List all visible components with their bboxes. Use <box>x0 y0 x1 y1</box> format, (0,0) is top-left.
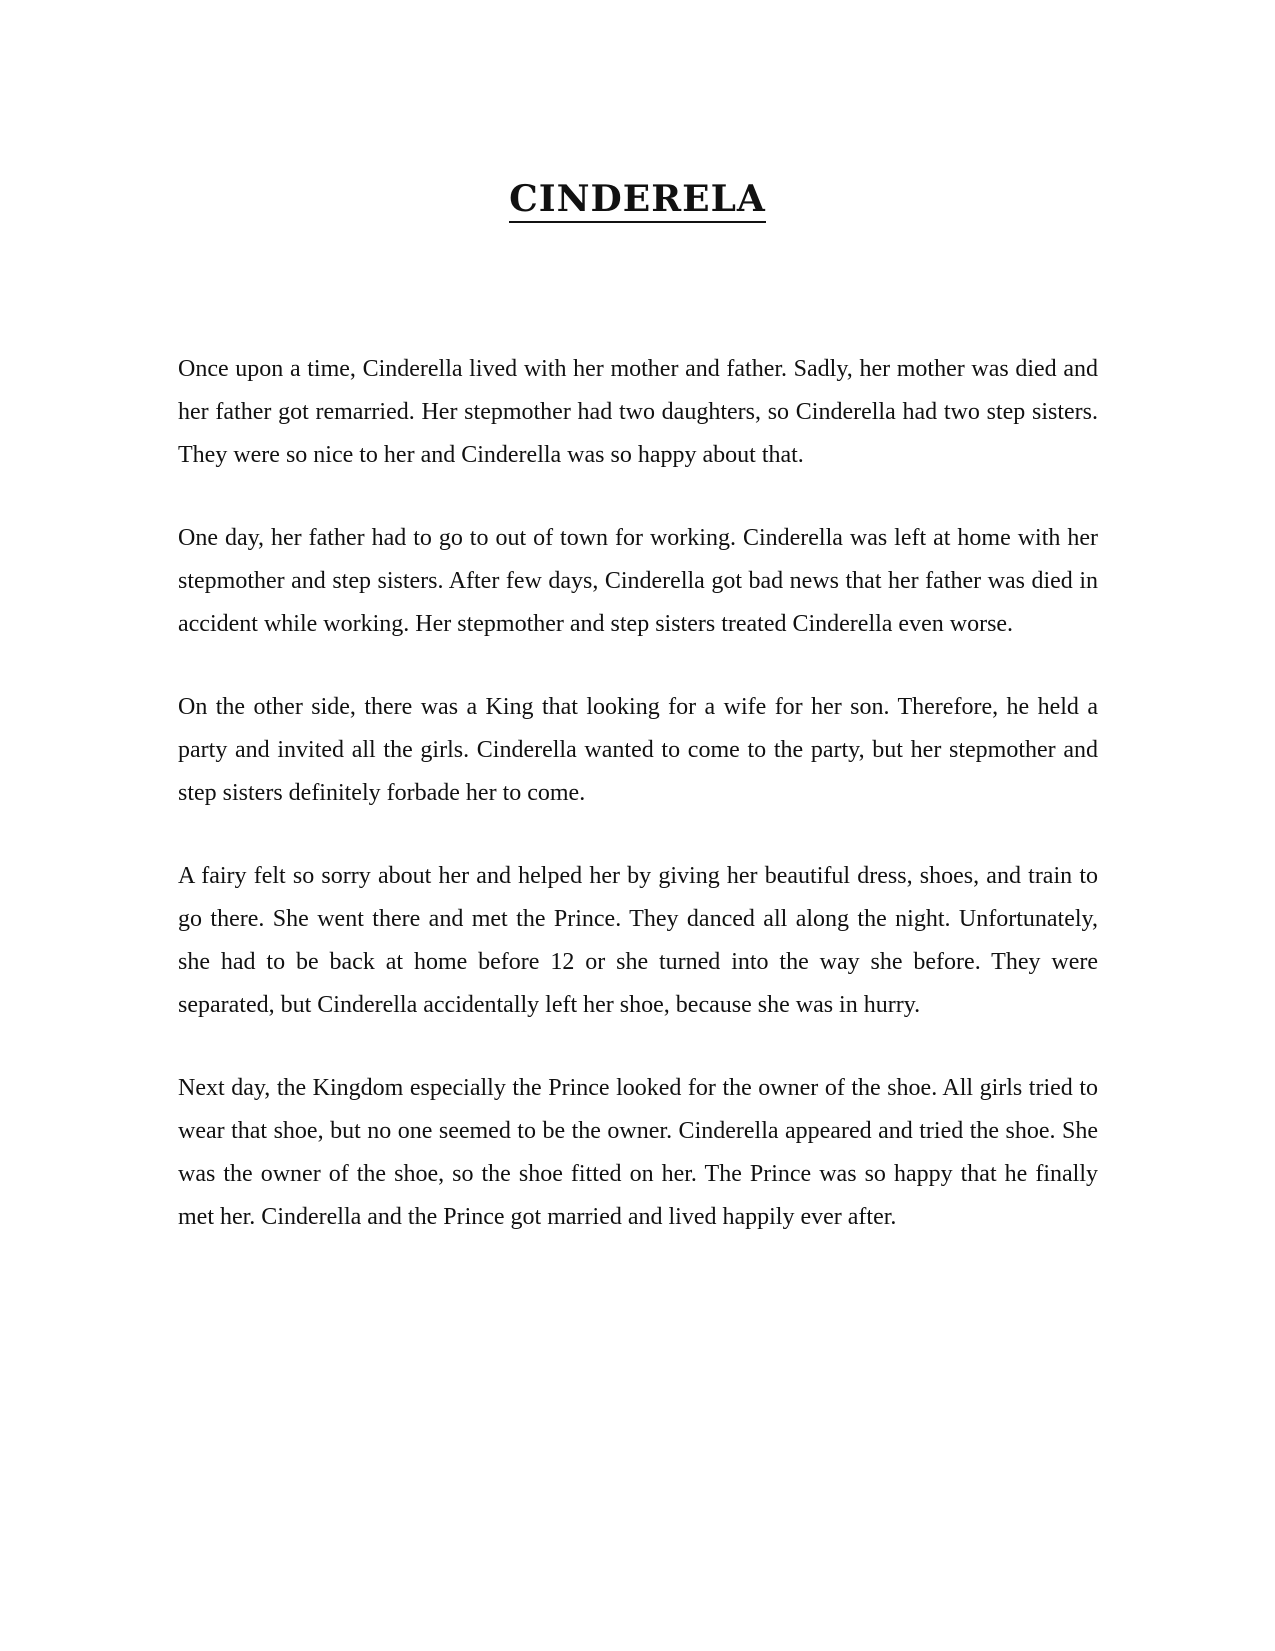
paragraph-4: A fairy felt so sorry about her and helped her by giving her beautiful dress, shoes, and train to go there. She went there and met the Prince. They danced all along the night. Unfortunately, she had to be back at home before 12 or she turned into the way she before. They were separated, but Cinderella accidentally left her shoe, because she was in hurry. <box>178 863 1098 1018</box>
document-title <box>0 178 1275 223</box>
document-title-text: CINDERELA <box>509 179 766 223</box>
document-body <box>178 348 1098 1279</box>
paragraph-2: One day, her father had to go to out of town for working. Cinderella was left at home with her stepmother and step sisters. After few days, Cinderella got bad news that her father was died in accident while working. Her stepmother and step sisters treated Cinderella even worse. <box>178 525 1098 637</box>
paragraph-1: Once upon a time, Cinderella lived with her mother and father. Sadly, her mother was died and her father got remarried. Her stepmother had two daughters, so Cinderella had two step sisters. They were so nice to her and Cinderella was so happy about that. <box>178 356 1098 468</box>
paragraph-5: Next day, the Kingdom especially the Prince looked for the owner of the shoe. All girls tried to wear that shoe, but no one seemed to be the owner. Cinderella appeared and tried the shoe. She was the owner of the shoe, so the shoe fitted on her. The Prince was so happy that he finally met her. Cinderella and the Prince got married and lived happily ever after. <box>178 1075 1098 1230</box>
paragraph-3: On the other side, there was a King that looking for a wife for her son. Therefore, he held a party and invited all the girls. Cinderella wanted to come to the party, but her stepmother and step sisters definitely forbade her to come. <box>178 694 1098 806</box>
